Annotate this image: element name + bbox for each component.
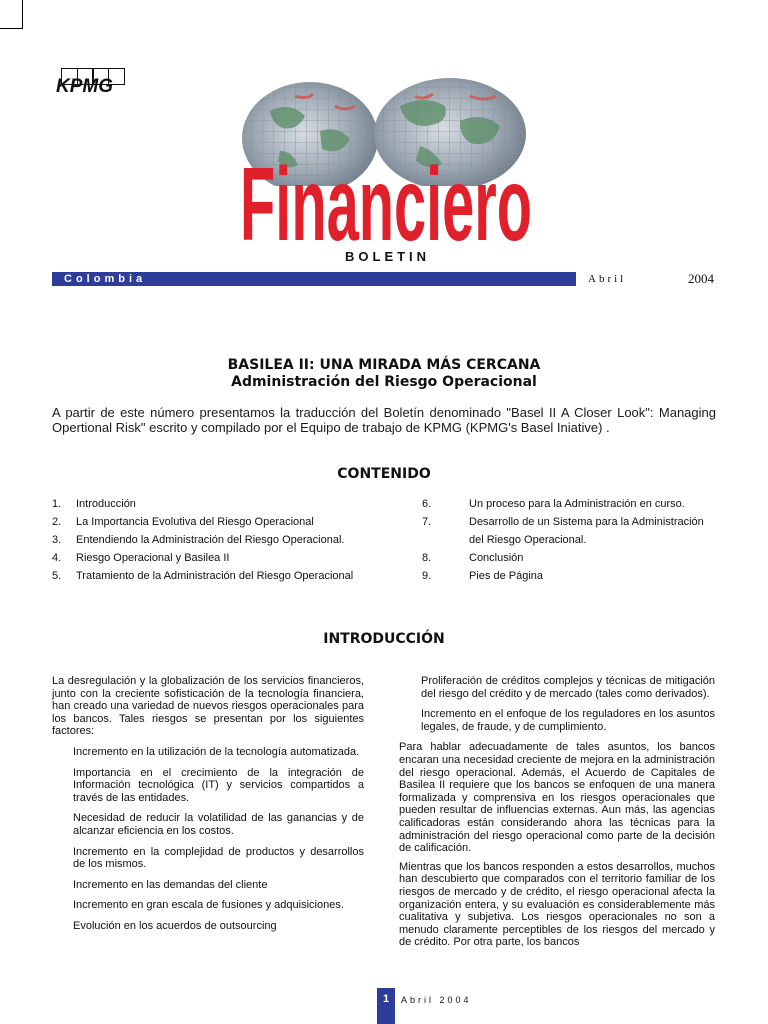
factor-item: Incremento en gran escala de fusiones y adquisiciones. xyxy=(73,899,344,912)
article-subtitle: Administración del Riesgo Operacional xyxy=(231,374,537,390)
body-paragraph: Mientras que los bancos responden a estos desarrollos, muchos han descubierto que comparados con el territorio familiar de los riesgos de mercado y de crédito, el riesgo operacional afecta la organización entera, y su evaluación es considerablemente más cualitativa y subjetiva. Los riesgos operacionales no son a menudo claramente perceptibles de los riesgos del mercado y de crédito. Por otra parte, los bancos xyxy=(399,860,715,949)
intro-paragraph: A partir de este número presentamos la traducción del Boletín denominado "Basel II A Closer Look": Managing Opertional Risk" escrito y compilado por el Equipo de trabajo de KPMG (KPMG's Basel Iniative) . xyxy=(52,405,716,435)
right-column xyxy=(399,675,715,957)
country-label: Colombia xyxy=(64,273,147,285)
factor-item: Incremento en el enfoque de los reguladores en los asuntos legales, de fraude, y de cumplimiento. xyxy=(421,708,715,733)
factor-item: Incremento en la utilización de la tecnología automatizada. xyxy=(73,745,360,758)
newsletter-label: BOLETIN xyxy=(345,249,431,264)
contents-heading: CONTENIDO xyxy=(337,466,431,482)
factor-item: Evolución en los acuerdos de outsourcing xyxy=(73,919,277,932)
body-paragraph: La desregulación y la globalización de los servicios financieros, junto con la creciente sofisticación de la tecnología financiera, han creado una variedad de nuevos riesgos operacionales para los bancos. Tales riesgos se presentan por los siguientes factores: xyxy=(52,675,364,738)
factor-item: Incremento en las demandas del cliente xyxy=(73,878,268,891)
body-paragraph: Para hablar adecuadamente de tales asuntos, los bancos encaran una necesidad creciente de mejora en la administración del riesgo operacional. Además, el Acuerdo de Capitales de Basilea II requiere que los bancos se enfoquen de una manera formalizada y comprensiva en los riesgos operacionales que pueden resultar de influencias externas. Aun más, las agencias calificadoras están considerando ahora las técnicas para la administración del riesgo operacional como parte de la decisión de calificación. xyxy=(399,741,715,855)
svg-text:Financiero: Financiero xyxy=(240,150,532,246)
contents-list-right: 6. Un proceso para la Administración en curso. 7. Desarrollo de un Sistema para la Administración del Riesgo Operacional. 8. Conclusión 9. Pies de Página xyxy=(422,498,704,582)
issue-year: 2004 xyxy=(688,271,714,286)
section-heading: INTRODUCCIÓN xyxy=(323,631,445,647)
factor-item: Incremento en la complejidad de productos y desarrollos de los mismos. xyxy=(73,845,364,871)
issue-month: Abril xyxy=(588,273,627,285)
left-column xyxy=(52,675,364,941)
kpmg-logo: KPMG xyxy=(56,76,113,97)
factor-item: Proliferación de créditos complejos y técnicas de mitigación del riesgo del crédito y de mercado (tales como derivados). xyxy=(421,675,715,700)
factor-item: Importancia en el crecimiento de la integración de Información tecnológica (IT) y servicios compartidos a través de las entidades. xyxy=(73,766,364,804)
article-title: BASILEA II: UNA MIRADA MÁS CERCANA xyxy=(227,357,541,373)
footer-date: Abril 2004 xyxy=(401,995,472,1005)
page-number: 1 xyxy=(377,988,395,1024)
crop-mark xyxy=(0,0,23,29)
contents-list-left: 1. Introducción 2. La Importancia Evolutiva del Riesgo Operacional 3. Entendiendo la Administración del Riesgo Operacional. 4. Riesgo Operacional y Basilea II 5. Tratamiento de la Administración del Riesgo Operacional xyxy=(52,498,354,582)
title-financiero xyxy=(236,150,536,246)
factor-item: Necesidad de reducir la volatilidad de las ganancias y de alcanzar eficiencia en los costos. xyxy=(73,812,364,837)
